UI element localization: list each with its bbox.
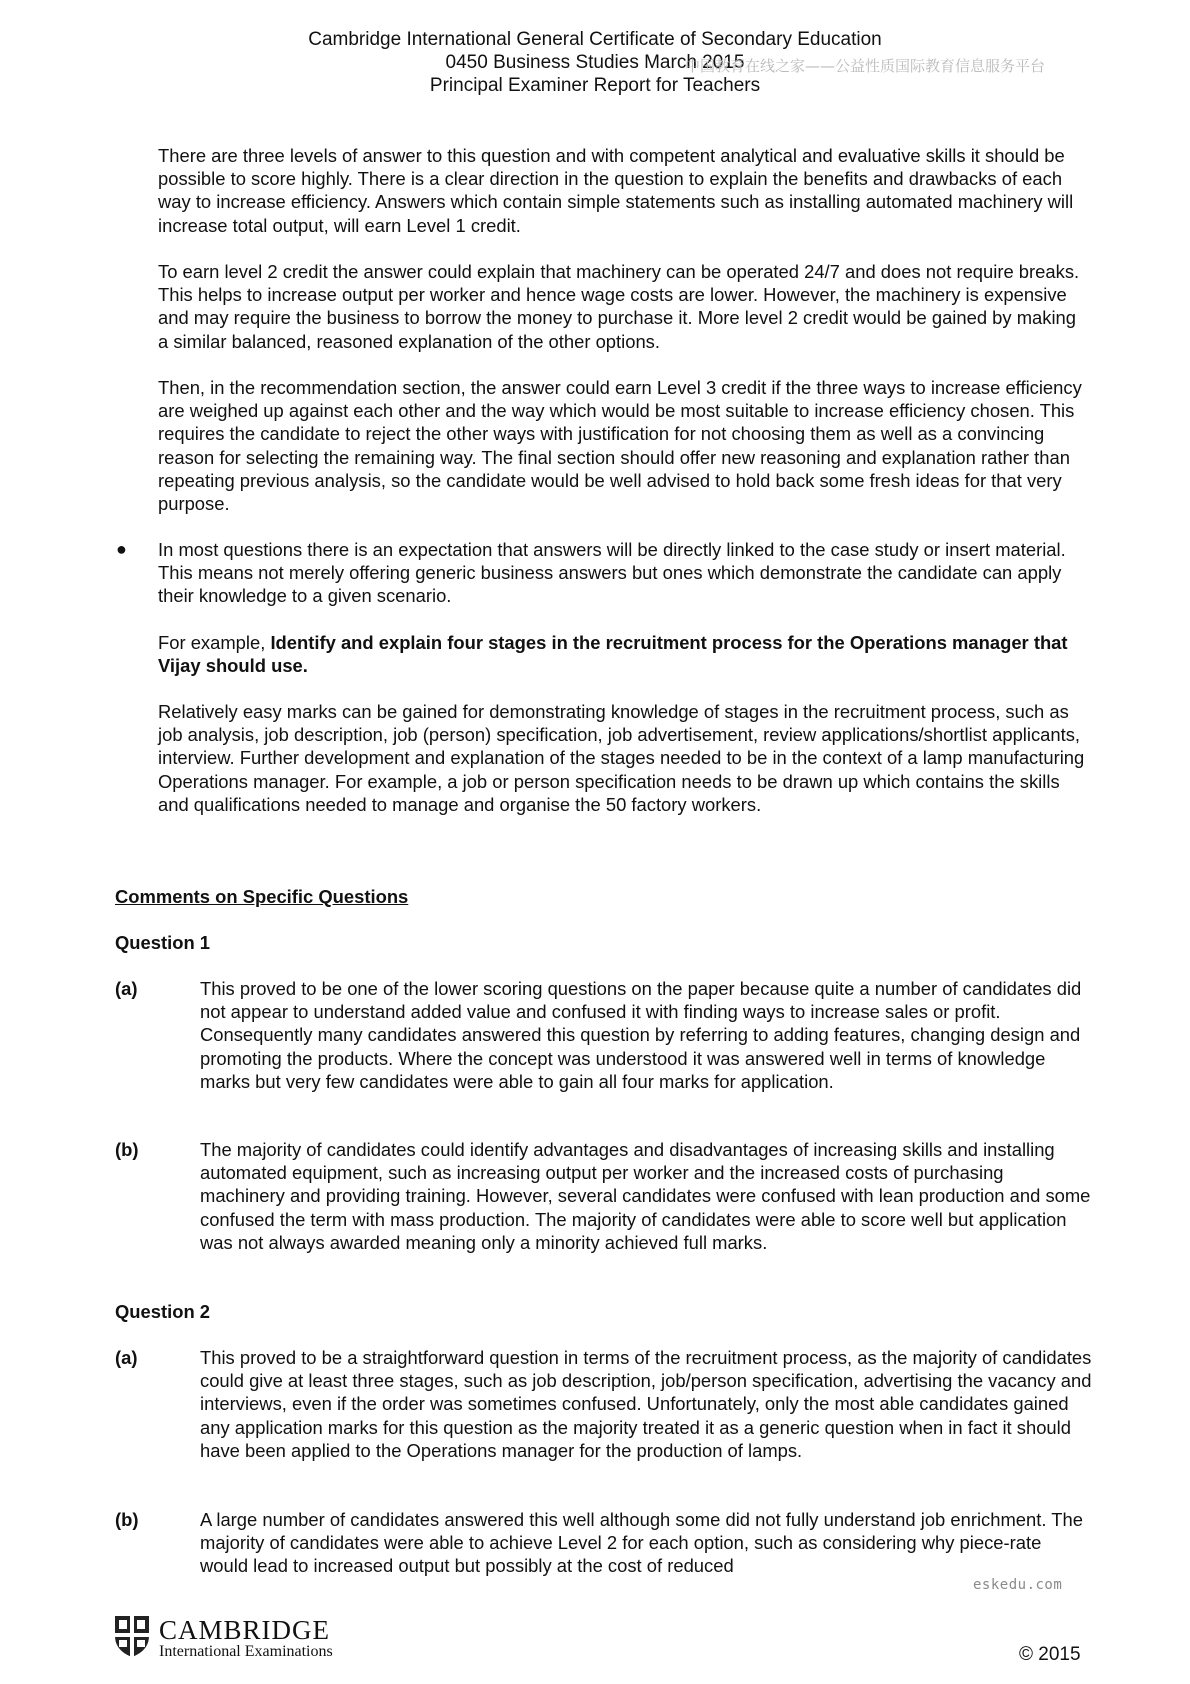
question-2b-text: A large number of candidates answered this well although some did not fully understand job enrichment. The majority of candidates were able to achieve Level 2 for each option, such as considering why piece-rate would lead to increased output but possibly at the cost of reduced [200,1509,1083,1577]
question-1a-text: This proved to be one of the lower scoring questions on the paper because quite a number of candidates did not appear to understand added value and confused it with finding ways to increase sales or profit. Consequently many candidates answered this question by referring to adding features, changing design and promoting the products. Where the concept was understood it was answered well in terms of knowledge marks but very few candidates were able to gain all four marks for application. [200,978,1082,1092]
bullet-icon: ● [116,539,127,559]
body-paragraph-3: Then, in the recommendation section, the answer could earn Level 3 credit if the three ways to increase efficiency are weighed up against each other and the way which would be most suitable to increase efficiency chosen. This requires the candidate to reject the other ways with justification for not choosing them as well as a convincing reason for selecting the remaining way. The final section should offer new reasoning and explanation rather than repeating previous analysis, so the candidate would be well advised to hold back some fresh ideas for that very purpose. [158,377,1082,515]
example-question: Identify and explain four stages in the recruitment process for the Operations manager that Vijay should use. [158,632,1068,677]
cambridge-shield-icon [113,1614,151,1663]
question-1b-text: The majority of candidates could identify advantages and disadvantages of increasing skills and installing automated equipment, such as increasing output per worker and the increased costs of purchasing machinery and providing training. However, several candidates were confused with lean production and some confused the term with mass production. The majority of candidates were able to score well but application was not always awarded meaning only a minority achieved full marks. [200,1139,1091,1253]
question-2-title: Question 2 [115,1301,211,1322]
header-subtitle: 0450 Business Studies March 2015 [445,52,745,73]
header-title: Cambridge International General Certificate of Secondary Education [308,29,882,50]
copyright: © 2015 [1019,1644,1081,1665]
question-2a-text: This proved to be a straightforward question in terms of the recruitment process, as the majority of candidates could give at least three stages, such as job description, job/person specification, advertising the vacancy and interviews, even if the order was sometimes confused. Unfortunately, only the most able candidates gained any application marks for this question as the majority treated it as a generic question when in fact it should have been applied to the Operations manager for the production of lamps. [200,1347,1092,1461]
body-paragraph-1: There are three levels of answer to this question and with competent analytical and evaluative skills it should be possible to score highly. There is a clear direction in the question to explain the benefits and drawbacks of each way to increase efficiency. Answers which contain simple statements such as installing automated machinery will increase total output, will earn Level 1 credit. [158,145,1074,236]
question-2a-label: (a) [115,1347,138,1368]
question-1b-label: (b) [115,1139,139,1160]
logo-wordmark [159,1614,333,1661]
logo-name: CAMBRIDGE [159,1614,331,1645]
body-paragraph-4: Relatively easy marks can be gained for demonstrating knowledge of stages in the recruitment process, such as job analysis, job description, job (person) specification, job advertisement, review applications/shortlist applicants, interview. Further development and explanation of the stages needed to be in the context of a lamp manufacturing Operations manager. For example, a job or person specification needs to be drawn up which contains the skills and qualifications needed to manage and organise the 50 factory workers. [158,701,1085,815]
cambridge-logo [113,1614,333,1663]
watermark-top: 中国教育在线之家——公益性质国际教育信息服务平台 [685,57,1046,75]
body-paragraph-2: To earn level 2 credit the answer could explain that machinery can be operated 24/7 and does not require breaks. This helps to increase output per worker and hence wage costs are lower. However, the machinery is expensive and may require the business to borrow the money to purchase it. More level 2 credit would be gained by making a similar balanced, reasoned explanation of the other options. [158,261,1080,352]
bullet-paragraph: In most questions there is an expectation that answers will be directly linked to the case study or insert material. This means not merely offering generic business answers but ones which demonstrate the candidate can apply their knowledge to a given scenario. [158,539,1066,607]
watermark-bottom: eskedu.com [973,1577,1063,1593]
question-1-title: Question 1 [115,932,211,953]
section-heading: Comments on Specific Questions [115,886,409,907]
example-paragraph [158,631,1090,677]
header-report-type: Principal Examiner Report for Teachers [429,75,761,96]
question-2b-label: (b) [115,1509,139,1530]
logo-subtitle: International Examinations [159,1642,333,1660]
question-1a-label: (a) [115,978,138,999]
example-prefix: For example, [158,632,271,653]
